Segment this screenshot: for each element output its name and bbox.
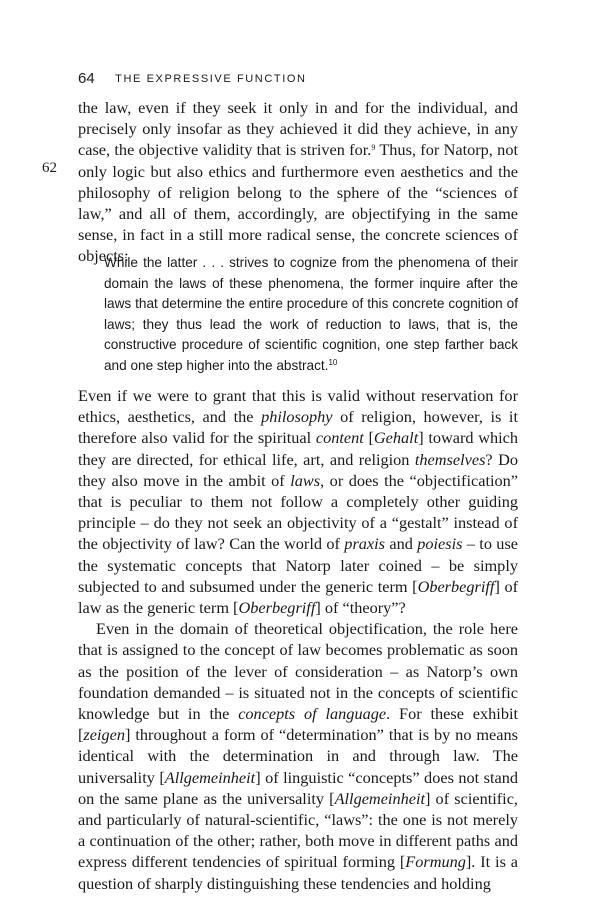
footnote-ref-9: 9 xyxy=(371,143,376,153)
page-number: 64 xyxy=(78,70,95,87)
paragraph-continued: the law, even if they seek it only in and for the individual, and precisely only insofar as they achieved it did they achieve, in any case, the objective validity that is striven for.$^9$ Thus, for Natorp, not only logic but also ethics and furthermore even aesthetics and the philosophy of religion belong to the sphere of the “sciences of law,” and all of them, accordingly, are objectifying in the same sense, in fact in a still more radical sense, the concrete sciences of objects: xyxy=(78,98,518,266)
block-quotation: While the latter . . . strives to cognize from the phenomena of their domain the laws of these phenomena, the former inquire after the laws that determine the entire procedure of this concrete cognition of laws; they thus lead the work of reduction to laws, that is, the constructive procedure of scientific cognition, one step farther back and one step higher into the abstract.$^{10}$ xyxy=(104,255,518,373)
paragraph-natorp-ethics: Even if we were to grant that this is valid without reservation for ethics, aesthetics, and the philosophy of religion, however, is it therefore also valid for the spiritual content [Gehalt] toward which they are directed, for ethical life, art, and religion themselves? Do they also move in the ambit of laws, or does the “objectification” that is peculiar to them not follow a completely other guiding principle – do they not seek an objectivity of a “gestalt” instead of the objectivity of law? Can the world of praxis and poiesis – to use the systematic concepts that Natorp later coined – be simply subjected to and subsumed under the generic term [Oberbegriff] of law as the generic term [Oberbegriff] of “theory”? xyxy=(78,386,519,618)
running-head xyxy=(78,70,528,92)
main-text xyxy=(78,385,518,894)
footnote-ref-10: 10 xyxy=(328,357,338,367)
original-page-reference: 62 xyxy=(42,160,57,176)
paragraph-theoretical-objectification: Even in the domain of theoretical objectification, the role here that is assigned to the concept of law becomes problematic as soon as the position of the lever of consideration – as Natorp’s own foundation demanded – is situated not in the concepts of scientific knowledge but in the concepts of language. For these exhibit [zeigen] throughout a form of “determination” that is by no means identical with the determination in and through law. The universality [Allgemeinheit] of linguistic “concepts” does not stand on the same plane as the universality [Allgemeinheit] of scientific, and particularly of natural-scientific, “laws”: the one is not merely a continuation of the other; rather, both move in different paths and express different tendencies of spiritual forming [Formung]. It is a question of sharply distinguishing these tendencies and holding xyxy=(78,619,519,893)
running-title: THE EXPRESSIVE FUNCTION xyxy=(115,73,307,85)
